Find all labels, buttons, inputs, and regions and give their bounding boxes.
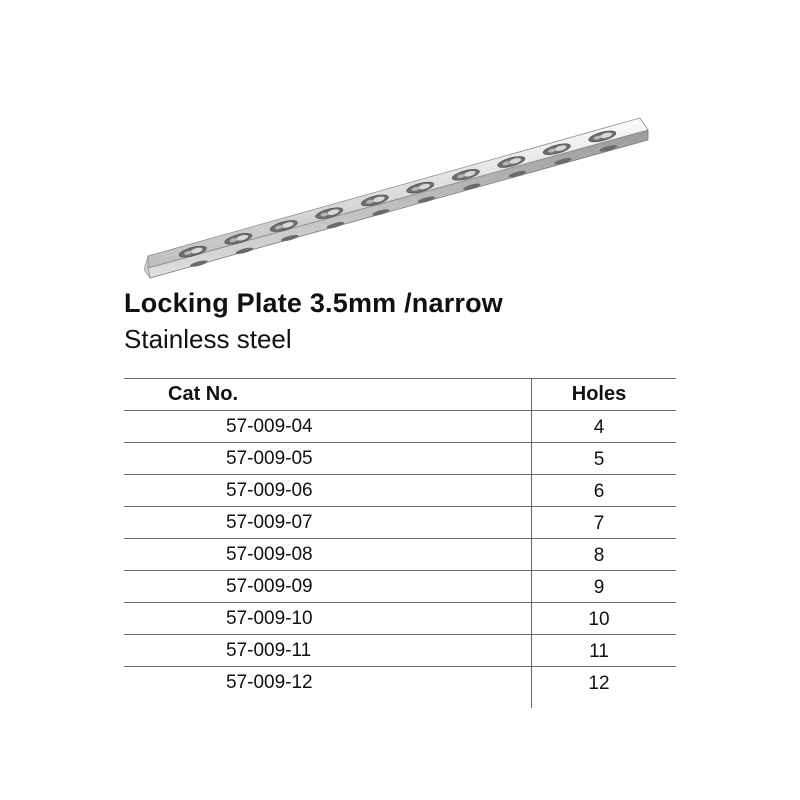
locking-plate-image — [140, 110, 660, 290]
cat-no-cell: 57-009-08 — [124, 539, 532, 571]
table-row — [124, 539, 676, 571]
catalog-table — [124, 378, 676, 708]
table-row — [124, 635, 676, 667]
holes-cell: 8 — [532, 539, 677, 571]
cat-no-cell: 57-009-07 — [124, 507, 532, 539]
cat-no-cell: 57-009-06 — [124, 475, 532, 507]
table-row — [124, 475, 676, 507]
holes-cell: 11 — [532, 635, 677, 667]
table-row — [124, 667, 676, 699]
table-row — [124, 443, 676, 475]
cat-no-cell: 57-009-04 — [124, 411, 532, 443]
product-material: Stainless steel — [124, 324, 292, 354]
header-holes: Holes — [532, 379, 677, 411]
holes-cell: 5 — [532, 443, 677, 475]
cat-no-cell: 57-009-09 — [124, 571, 532, 603]
table-header-row — [124, 379, 676, 411]
header-cat-no: Cat No. — [124, 379, 532, 411]
holes-cell: 4 — [532, 411, 677, 443]
holes-cell: 7 — [532, 507, 677, 539]
holes-cell: 12 — [588, 673, 610, 694]
table-footer-row — [124, 698, 676, 708]
table-row — [124, 411, 676, 443]
product-title: Locking Plate 3.5mm /narrow — [124, 288, 504, 318]
holes-cell: 9 — [532, 571, 677, 603]
table-row — [124, 571, 676, 603]
table-row — [124, 603, 676, 635]
holes-cell: 6 — [532, 475, 677, 507]
table-row — [124, 507, 676, 539]
cat-no-cell: 57-009-11 — [124, 635, 532, 667]
cat-no-cell: 57-009-12 — [124, 667, 532, 699]
cat-no-cell: 57-009-05 — [124, 443, 532, 475]
holes-cell: 10 — [532, 603, 677, 635]
cat-no-cell: 57-009-10 — [124, 603, 532, 635]
